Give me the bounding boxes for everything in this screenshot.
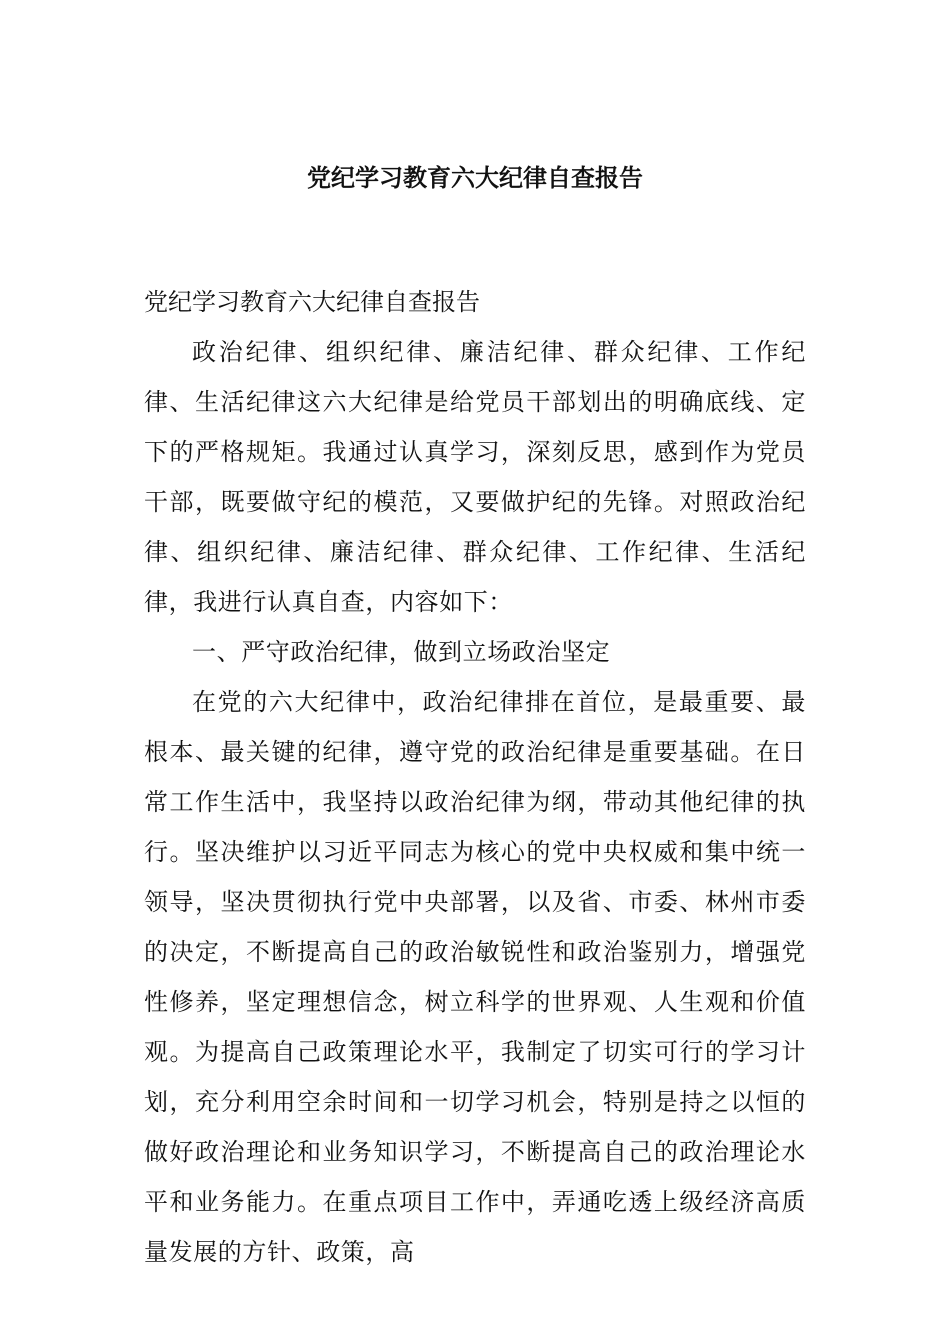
section-heading: 一、严守政治纪律，做到立场政治坚定 bbox=[192, 638, 611, 666]
body-paragraph: 在党的六大纪律中，政治纪律排在首位，是最重要、最根本、最关键的纪律，遵守党的政治纪律是重要基础。在日常工作生活中，我坚持以政治纪律为纲，带动其他纪律的执行。坚决维护以习近平同志为核心的党中央权威和集中统一领导，坚决贯彻执行党中央部署，以及省、市委、林州市委的决定，不断提高自己的政治敏锐性和政治鉴别力，增强党性修养，坚定理想信念，树立科学的世界观、人生观和价值观。为提高自己政策理论水平，我制定了切实可行的学习计划，充分利用空余时间和一切学习机会，特别是持之以恒的做好政治理论和业务知识学习，不断提高自己的政治理论水平和业务能力。在重点项目工作中，弄通吃透上级经济高质量发展的方针、政策，高 bbox=[144, 688, 806, 1266]
document-body bbox=[144, 277, 806, 1277]
intro-paragraph: 政治纪律、组织纪律、廉洁纪律、群众纪律、工作纪律、生活纪律这六大纪律是给党员干部划出的明确底线、定下的严格规矩。我通过认真学习，深刻反思，感到作为党员干部，既要做守纪的模范，又要做护纪的先锋。对照政治纪律、组织纪律、廉洁纪律、群众纪律、工作纪律、生活纪律，我进行认真自查，内容如下： bbox=[144, 338, 806, 616]
document-title: 党纪学习教育六大纪律自查报告 bbox=[307, 164, 643, 192]
document-subtitle: 党纪学习教育六大纪律自查报告 bbox=[144, 288, 480, 316]
